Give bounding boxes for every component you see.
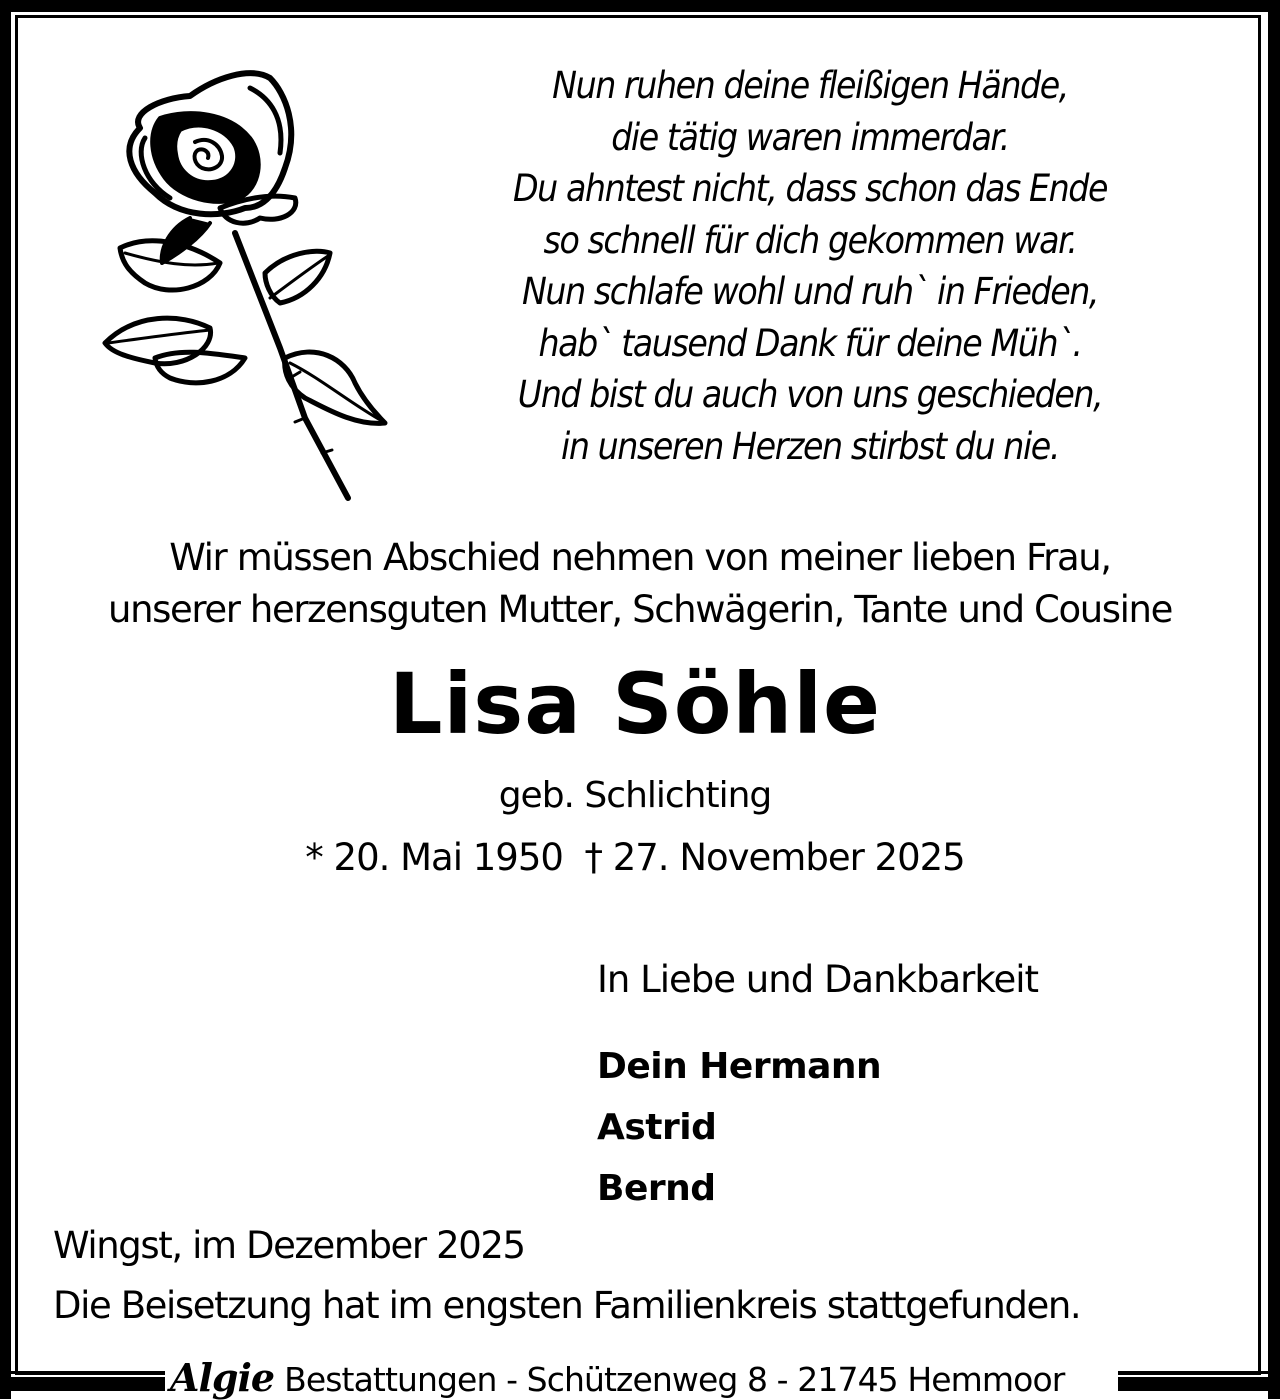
life-dates: * 20. Mai 1950 † 27. November 2025 (305, 836, 965, 879)
mourner-name: Astrid (597, 1107, 717, 1148)
poem-line: Und bist du auch von uns geschieden, (517, 373, 1103, 416)
intro-line-1: Wir müssen Abschied nehmen von meiner lieben Frau, (169, 536, 1111, 579)
rose-icon (100, 58, 400, 508)
maiden-name: geb. Schlichting (498, 775, 772, 816)
closing-phrase: In Liebe und Dankbarkeit (597, 958, 1039, 1001)
funeral-home-address: Bestattungen - Schützenweg 8 - 21745 Hemmoor (284, 1360, 1065, 1399)
burial-note: Die Beisetzung hat im engsten Familienkreis stattgefunden. (53, 1284, 1081, 1327)
poem-line: Du ahntest nicht, dass schon das Ende (512, 167, 1108, 210)
poem-line: so schnell für dich gekommen war. (543, 218, 1077, 262)
poem-line: Nun ruhen deine fleißigen Hände, (552, 64, 1068, 107)
funeral-home-footer (170, 1355, 1064, 1399)
mourner-name: Dein Hermann (597, 1046, 882, 1087)
mourner-list (597, 1036, 881, 1219)
poem-line: die tätig waren immerdar. (611, 115, 1009, 159)
mourner-name: Bernd (597, 1168, 716, 1209)
poem-line: Nun schlafe wohl und ruh` in Frieden, (521, 270, 1099, 313)
border-bottom-left (0, 1377, 165, 1391)
border-bottom-right (1118, 1377, 1280, 1391)
intro-line-2: unserer herzensguten Mutter, Schwägerin, Tante und Cousine (108, 588, 1172, 631)
border-top (0, 0, 1280, 12)
deceased-name: Lisa Söhle (388, 655, 881, 753)
poem (477, 60, 1143, 472)
poem-line: in unseren Herzen stirbst du nie. (561, 424, 1059, 468)
place-date: Wingst, im Dezember 2025 (53, 1224, 525, 1267)
farewell-intro (30, 532, 1250, 636)
funeral-home-logo: Algie (170, 1355, 275, 1400)
poem-line: hab` tausend Dank für deine Müh`. (538, 321, 1082, 365)
